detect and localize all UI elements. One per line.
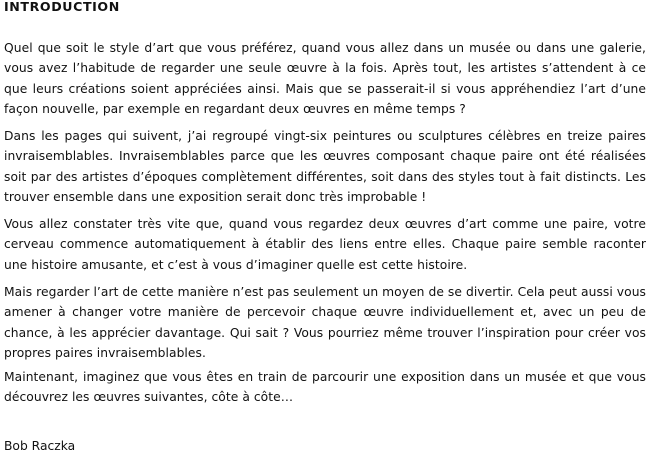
paragraph-4: Mais regarder l’art de cette manière n’est pas seulement un moyen de se divertir. Cela peut aussi vous amener à changer votre manière de percevoir chaque œuvre individuellement et, avec un peu de chance, à les apprécier davantage. Qui sait ? Vous pourriez même trouver l’inspiration pour créer vos propres paires invraisemblables. [4,285,646,360]
paragraph-2: Dans les pages qui suivent, j’ai regroupé vingt-six peintures ou sculptures célèbres en treize paires invraisemblables. Invraisemblables parce que les œuvres composant chaque paire ont été réalisées soit par des artistes d’époques complètement différentes, soit dans des styles tout à fait distincts. Les trouver ensemble dans une exposition serait donc très improbable ! [4,129,646,204]
paragraph-3: Vous allez constater très vite que, quand vous regardez deux œuvres d’art comme une paire, votre cerveau commence automatiquement à établir des liens entre elles. Chaque paire semble raconter une histoire amusante, et c’est à vous d’imaginer quelle est cette histoire. [4,217,646,272]
paragraph-5: Maintenant, imaginez que vous êtes en train de parcourir une exposition dans un musée et que vous découvrez les œuvres suivantes, côte à côte… [4,370,646,405]
author-signature: Bob Raczka [4,439,76,453]
page-title: INTRODUCTION [4,0,120,14]
paragraph-1: Quel que soit le style d’art que vous préférez, quand vous allez dans un musée ou dans une galerie, vous avez l’habitude de regarder une seule œuvre à la fois. Après tout, les artistes s’attendent à ce que leurs créations soient appréciées ainsi. Mais que se passerait-il si vous appréhendiez l’art d’une façon nouvelle, par exemple en regardant deux œuvres en même temps ? [4,41,646,116]
